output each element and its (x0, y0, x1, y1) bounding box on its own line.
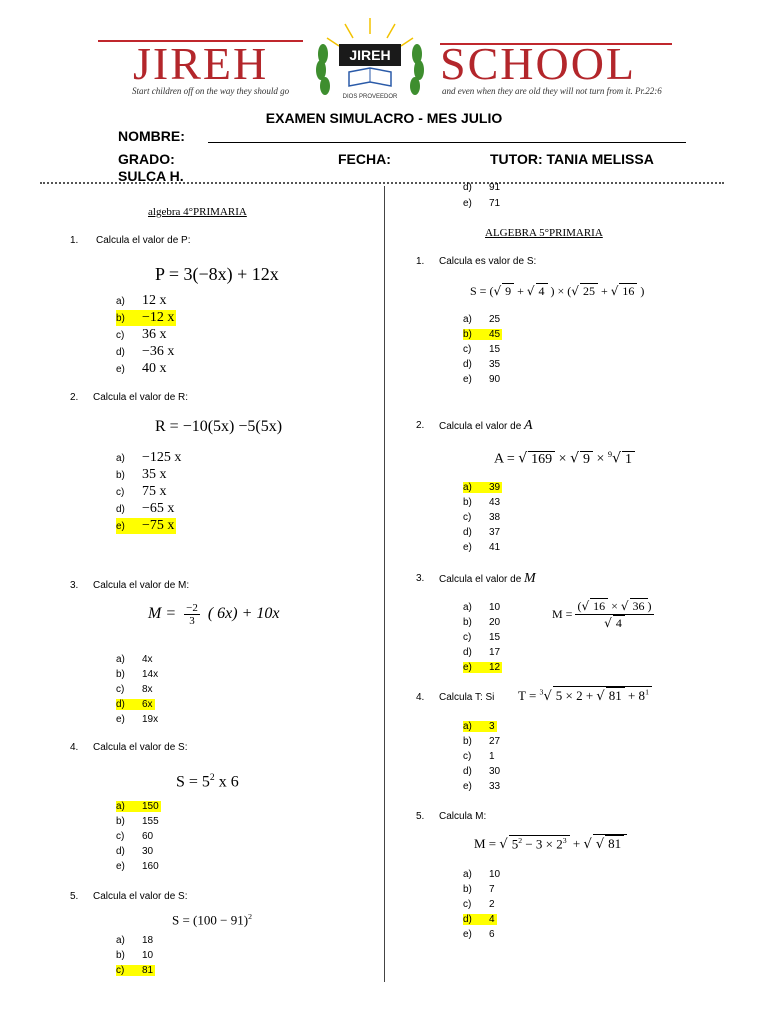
answer-option (116, 816, 159, 827)
answer-option-value: 30 (489, 766, 501, 777)
answer-option-value: 20 (489, 617, 501, 628)
answer-option (463, 884, 495, 895)
answer-option-value: 15 (489, 632, 501, 643)
answer-option-value: 8x (142, 684, 153, 695)
q2-equation: R = −10(5x) −5(5x) (155, 418, 283, 435)
answer-option-letter: b) (116, 816, 125, 827)
answer-option (463, 929, 495, 940)
answer-option-letter: d) (116, 846, 125, 857)
answer-option (116, 361, 167, 377)
r-q3-eq-rad: 36 (630, 598, 648, 614)
answer-option-letter: d) (463, 647, 472, 658)
q4-eq-exp: 2 (209, 772, 215, 783)
answer-option (116, 935, 153, 946)
r-q3-eq-rad: 4 (613, 615, 625, 631)
sqrt-icon: √ (604, 616, 612, 630)
answer-option-letter: b) (116, 669, 125, 680)
r-q1-eq-part: + (514, 284, 527, 298)
answer-option-value: 4 (489, 914, 495, 925)
answer-option-value: −75 x (142, 518, 175, 533)
answer-option (463, 617, 500, 628)
r-q5-eq-exp: 2 (518, 835, 523, 845)
answer-option-letter: b) (116, 313, 125, 324)
answer-option (116, 484, 167, 500)
r-q5-eq-part: + (569, 836, 584, 851)
r-q1-eq-rad: 4 (536, 283, 548, 299)
q3-equation (148, 602, 280, 627)
answer-option (463, 602, 500, 613)
answer-option (116, 831, 153, 842)
answer-option-letter: d) (463, 182, 472, 193)
answer-option-letter: a) (463, 721, 472, 732)
answer-option-value: 25 (489, 314, 501, 325)
answer-option-letter: e) (116, 521, 125, 532)
r-q1-eq-part: S = ( (470, 284, 494, 298)
r-q3-eq-rad: 16 (590, 598, 608, 614)
answer-option (116, 965, 155, 976)
q3-text: Calcula el valor de M: (93, 580, 190, 591)
r-q5-eq-part: 5 (511, 836, 519, 851)
q1-number: 1. (70, 235, 79, 246)
sqrt-icon: √ (612, 450, 621, 467)
answer-option-value: 71 (489, 198, 501, 209)
answer-option-letter: c) (463, 751, 472, 762)
r-q1-eq-rad: 25 (580, 283, 598, 299)
answer-option-letter: a) (116, 654, 125, 665)
answer-option-letter: c) (116, 965, 125, 976)
answer-option-letter: c) (116, 487, 125, 498)
answer-option-value: 37 (489, 527, 501, 538)
answer-option (463, 374, 500, 385)
answer-option-letter: d) (463, 527, 472, 538)
r-q2-eq-part: × (555, 451, 571, 467)
cube-root-icon: √ (543, 689, 552, 704)
q4-equation (176, 772, 239, 791)
answer-option (463, 542, 500, 553)
answer-option (116, 501, 174, 517)
r-q4-number: 4. (416, 692, 425, 703)
answer-option-letter: d) (116, 347, 125, 358)
answer-option-letter: c) (116, 330, 125, 341)
answer-option-value: 4x (142, 654, 153, 665)
answer-option-letter: e) (463, 929, 472, 940)
answer-option-value: 35 x (142, 467, 167, 482)
right-subtitle: ALGEBRA 5°PRIMARIA (485, 227, 603, 239)
answer-option-letter: c) (463, 344, 472, 355)
q2-text: Calcula el valor de R: (93, 392, 189, 403)
r-q1-number: 1. (416, 256, 425, 267)
answer-option-letter: b) (463, 884, 472, 895)
r-q3-var: M (524, 571, 536, 586)
answer-option (463, 198, 500, 209)
answer-option-letter: a) (116, 801, 125, 812)
q3-number: 3. (70, 580, 79, 591)
answer-option-letter: c) (116, 831, 125, 842)
answer-option-letter: b) (463, 736, 472, 747)
answer-option (463, 899, 495, 910)
r-q3-text (439, 571, 536, 587)
answer-option-value: 1 (489, 751, 495, 762)
tutor-label-cont: SULCA H. (118, 168, 184, 184)
answer-option (463, 329, 502, 340)
motto-left: Start children off on the way they should go (132, 86, 290, 96)
q5-text: Calcula el valor de S: (93, 891, 188, 902)
answer-option (463, 781, 500, 792)
r-q2-equation (494, 450, 635, 468)
fecha-label: FECHA: (338, 151, 391, 167)
r-q1-equation (470, 283, 644, 299)
answer-option-letter: b) (463, 617, 472, 628)
exam-title: EXAMEN SIMULACRO - MES JULIO (265, 110, 503, 126)
r-q2-eq-rad: 169 (528, 451, 555, 468)
answer-option-value: −36 x (142, 344, 175, 359)
answer-option (116, 801, 161, 812)
answer-option (116, 669, 158, 680)
answer-option-letter: e) (463, 374, 472, 385)
grado-label: GRADO: (118, 151, 175, 167)
sqrt-icon: √ (570, 450, 579, 467)
answer-option-letter: a) (116, 453, 125, 464)
answer-option-letter: c) (463, 899, 472, 910)
q5-number: 5. (70, 891, 79, 902)
answer-option-value: 12 (489, 662, 501, 673)
answer-option (116, 654, 153, 665)
answer-option-value: 30 (142, 846, 154, 857)
answer-option-letter: e) (116, 364, 125, 375)
r-q4-eq-rad: 81 (606, 687, 625, 704)
r-q2-eq-part: × (592, 451, 608, 467)
r-q2-text-main: Calcula el valor de (439, 421, 522, 432)
answer-option-value: 12 x (142, 293, 167, 308)
sqrt-icon: √ (499, 837, 508, 852)
answer-option (116, 450, 181, 466)
r-q4-eq-part: + 8 (624, 688, 646, 703)
answer-option (463, 182, 500, 193)
r-q1-eq-rad: 16 (619, 283, 637, 299)
r-q5-number: 5. (416, 811, 425, 822)
motto-right: and even when they are old they will not turn from it. Pr.22:6 (442, 86, 662, 96)
r-q2-eq-index: 9 (607, 450, 613, 459)
q4-number: 4. (70, 742, 79, 753)
r-q4-equation (518, 686, 652, 704)
answer-option (116, 684, 153, 695)
answer-option-value: 60 (142, 831, 154, 842)
answer-option-value: 35 (489, 359, 501, 370)
q3-eq-lhs: M = (148, 605, 177, 623)
answer-option (463, 736, 500, 747)
answer-option-letter: b) (116, 470, 125, 481)
r-q1-eq-rad: 9 (502, 283, 514, 299)
answer-option-letter: e) (463, 781, 472, 792)
answer-option-letter: d) (463, 359, 472, 370)
school-logo (305, 14, 435, 110)
answer-option (463, 662, 502, 673)
answer-option-letter: e) (463, 542, 472, 553)
r-q2-eq-part: A = (494, 451, 519, 467)
answer-option-value: 91 (489, 182, 501, 193)
answer-option-value: 2 (489, 899, 495, 910)
answer-option-value: 40 x (142, 361, 167, 376)
answer-option-value: 7 (489, 884, 495, 895)
left-subtitle: algebra 4°PRIMARIA (148, 206, 247, 218)
answer-option (463, 344, 500, 355)
answer-option-value: 150 (142, 801, 159, 812)
answer-option (116, 518, 176, 534)
r-q4-eq-part: 5 × 2 + (555, 688, 597, 703)
logo-text: JIREH (349, 47, 391, 63)
answer-option-letter: b) (463, 497, 472, 508)
sqrt-icon: √ (493, 284, 502, 298)
answer-option-letter: c) (116, 684, 125, 695)
sqrt-icon: √ (581, 599, 590, 613)
answer-option-value: 18 (142, 935, 154, 946)
answer-option (463, 482, 502, 493)
answer-option-value: 6 (489, 929, 495, 940)
answer-option-value: 6x (142, 699, 153, 710)
answer-option-value: 41 (489, 542, 501, 553)
answer-option (116, 327, 167, 343)
answer-option-letter: b) (463, 329, 472, 340)
answer-option (463, 721, 497, 732)
sqrt-icon: √ (620, 599, 629, 613)
sqrt-icon: √ (595, 837, 605, 852)
section-divider (40, 182, 724, 184)
answer-option-value: 17 (489, 647, 501, 658)
answer-option (463, 512, 500, 523)
answer-option (116, 699, 155, 710)
answer-option-value: 39 (489, 482, 501, 493)
answer-option (463, 869, 500, 880)
r-q3-number: 3. (416, 573, 425, 584)
r-q3-eq-part: × (608, 599, 621, 613)
r-q1-eq-part: ) (637, 284, 645, 298)
answer-option (116, 344, 174, 360)
answer-option-value: 3 (489, 721, 495, 732)
r-q3-text-main: Calcula el valor de (439, 574, 522, 585)
answer-option-value: −65 x (142, 501, 175, 516)
r-q3-eq-part: M = (552, 607, 576, 621)
answer-option-value: 45 (489, 329, 501, 340)
sqrt-icon: √ (596, 689, 605, 704)
r-q4-text: Calcula T: Si (439, 692, 495, 703)
tutor-label: TUTOR: TANIA MELISSA (490, 151, 654, 167)
answer-option-letter: d) (116, 699, 125, 710)
q4-eq-rest: x 6 (214, 773, 239, 791)
column-divider (384, 186, 385, 982)
q4-text: Calcula el valor de S: (93, 742, 188, 753)
answer-option-value: 90 (489, 374, 501, 385)
answer-option (463, 766, 500, 777)
q2-number: 2. (70, 392, 79, 403)
answer-option-letter: a) (463, 314, 472, 325)
r-q5-eq-rad: 81 (605, 835, 624, 852)
answer-option (116, 714, 158, 725)
answer-option-value: 14x (142, 669, 159, 680)
answer-option-value: 155 (142, 816, 159, 827)
answer-option-value: 10 (489, 869, 501, 880)
answer-option-value: 10 (489, 602, 501, 613)
q1-equation: P = 3(−8x) + 12x (155, 264, 279, 284)
r-q5-text: Calcula M: (439, 811, 487, 822)
answer-option-value: 81 (142, 965, 154, 976)
answer-option-value: 36 x (142, 327, 167, 342)
r-q5-equation (474, 834, 627, 852)
brand-right: SCHOOL (440, 38, 637, 89)
answer-option-value: −12 x (142, 310, 175, 325)
answer-option-letter: a) (116, 935, 125, 946)
answer-option-letter: e) (116, 861, 125, 872)
answer-option-value: 10 (142, 950, 154, 961)
r-q2-text (439, 418, 533, 434)
r-q2-eq-rad: 1 (622, 451, 635, 468)
answer-option-value: 27 (489, 736, 501, 747)
r-q5-eq-part: − 3 × 2 (522, 836, 563, 851)
answer-option-letter: a) (463, 869, 472, 880)
r-q4-eq-exp: 1 (645, 687, 649, 697)
answer-option-letter: e) (463, 198, 472, 209)
answer-option (463, 647, 500, 658)
q4-eq-base: S = 5 (176, 773, 210, 791)
logo-subtext: DIOS PROVEEDOR (342, 94, 398, 100)
answer-option-value: −125 x (142, 450, 182, 465)
answer-option (463, 314, 500, 325)
answer-option-value: 75 x (142, 484, 167, 499)
r-q4-eq-index: 3 (539, 687, 544, 697)
q3-eq-rhs: ( 6x) + 10x (207, 605, 280, 623)
r-q2-eq-rad: 9 (580, 451, 593, 468)
r-q1-eq-part: ) × ( (547, 284, 572, 298)
answer-option (463, 527, 500, 538)
sqrt-icon: √ (583, 837, 592, 852)
r-q1-eq-part: + (597, 284, 611, 298)
q3-eq-den: 3 (189, 615, 195, 627)
r-q3-equation: M = $\frac{(√ 16 \times √ 36 )}{√ 4}$ (552, 599, 652, 630)
sqrt-icon: √ (518, 450, 528, 467)
answer-option (463, 751, 495, 762)
answer-option-value: 160 (142, 861, 159, 872)
answer-option-letter: c) (463, 512, 472, 523)
answer-option-letter: a) (463, 602, 472, 613)
answer-option-value: 38 (489, 512, 501, 523)
answer-option-letter: b) (116, 950, 125, 961)
nombre-label: NOMBRE: (118, 128, 185, 144)
q5-equation (172, 912, 252, 928)
answer-option (116, 950, 153, 961)
answer-option (116, 846, 153, 857)
answer-option-letter: d) (463, 766, 472, 777)
answer-option-letter: a) (116, 296, 125, 307)
answer-option (463, 497, 500, 508)
answer-option-letter: e) (116, 714, 125, 725)
r-q5-eq-part: M = (474, 836, 500, 851)
r-q4-eq-part: T = (518, 688, 540, 703)
r-q2-number: 2. (416, 420, 425, 431)
sqrt-icon: √ (526, 284, 535, 298)
r-q2-var: A (524, 418, 533, 433)
answer-option-value: 43 (489, 497, 501, 508)
answer-option (116, 293, 167, 309)
answer-option-value: 15 (489, 344, 501, 355)
answer-option-value: 19x (142, 714, 159, 725)
answer-option-letter: d) (463, 914, 472, 925)
answer-option (463, 632, 500, 643)
answer-option (463, 359, 500, 370)
sqrt-icon: √ (571, 284, 579, 298)
answer-option-letter: d) (116, 504, 125, 515)
q1-text: Calcula el valor de P: (96, 235, 191, 246)
r-q5-eq-exp: 3 (562, 835, 567, 845)
r-q1-text: Calcula es valor de S: (439, 256, 537, 267)
answer-option (116, 861, 159, 872)
q5-eq-base: S = (100 − 91) (172, 912, 249, 928)
brand-left: JIREH (133, 38, 269, 89)
q5-eq-exp: 2 (248, 912, 252, 921)
answer-option-letter: c) (463, 632, 472, 643)
answer-option (116, 310, 176, 326)
nombre-field-line (208, 142, 686, 143)
answer-option (463, 914, 497, 925)
answer-option (116, 467, 167, 483)
q3-eq-num: −2 (186, 602, 198, 614)
answer-option-letter: a) (463, 482, 472, 493)
answer-option-value: 33 (489, 781, 501, 792)
sqrt-icon: √ (610, 284, 619, 298)
answer-option-letter: e) (463, 662, 472, 673)
